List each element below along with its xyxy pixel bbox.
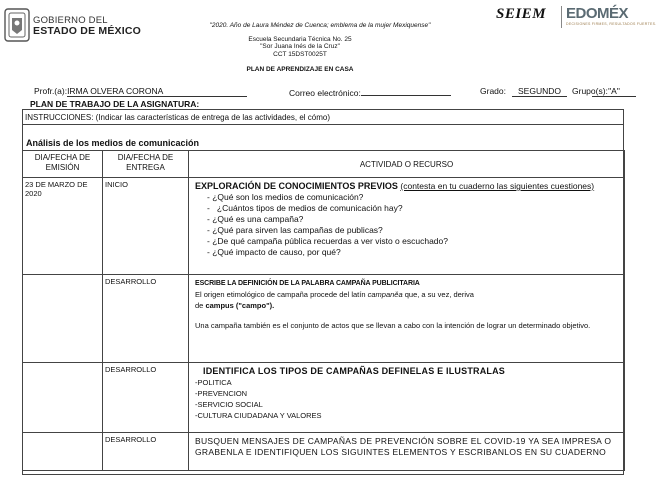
list-item: - ¿Cuántos tipos de medios de comunicación hay? — [207, 203, 618, 214]
school-info — [200, 36, 400, 58]
table-row — [23, 275, 625, 363]
year-motto: "2020. Año de Laura Méndez de Cuenca; emblema de la mujer Mexiquense" — [209, 22, 431, 29]
document-title: PLAN DE APRENDIZAJE EN CASA — [246, 66, 354, 73]
list-item: - ¿De qué campaña pública recuerdas a ver visto o escuchado? — [207, 236, 618, 247]
group-value-field — [592, 86, 636, 97]
etymology-text-c: de — [195, 301, 206, 310]
brand-divider — [561, 6, 562, 28]
header-activity: ACTIVIDAD O RECURSO — [189, 151, 625, 178]
etymology-term: campanĕa — [367, 290, 403, 299]
activity-text: BUSQUEN MENSAJES DE CAMPAÑAS DE PREVENCIÓN SOBRE EL COVID-19 YA SEA IMPRESA O GRABENLA E IDENTIFIQUEN LOS SIGUINTES ELEMENTOS Y ESCRIBANLOS EN SU CUADERNO — [195, 436, 612, 457]
list-item: - ¿Qué para sirven las campañas de publicas? — [207, 225, 618, 236]
seiem-logo: SEIEM — [496, 6, 547, 22]
instructions: INSTRUCCIONES: (Indicar las características de entrega de las actividades, el cómo) — [25, 113, 331, 122]
analysis-title: Análisis de los medios de comunicación — [26, 138, 200, 148]
etymology-bold: campus ("campo"). — [205, 301, 275, 310]
email-label: Correo electrónico: — [289, 88, 361, 98]
gov-line-2: ESTADO DE MÉXICO — [33, 25, 142, 37]
teacher-name: IRMA OLVERA CORONA — [67, 86, 247, 97]
row-emission-date — [23, 363, 103, 433]
header-emission: DIA/FECHA DE EMISIÓN — [23, 151, 103, 178]
activity-subtitle: ESCRIBE LA DEFINICIÓN DE LA PALABRA CAMPAÑA PUBLICITARIA — [195, 280, 420, 287]
list-item: -POLITICA — [195, 378, 232, 387]
school-alias: "Sor Juana Inés de la Cruz" — [260, 43, 340, 51]
definition-paragraph: Una campaña también es el conjunto de actos que se llevan a cabo con la intención de lograr un determinado objetivo. — [195, 321, 591, 330]
etymology-text-b: que, a su vez, deriva — [402, 290, 474, 299]
government-name — [33, 15, 141, 37]
grade-value: SEGUNDO — [512, 86, 567, 97]
question-list — [195, 192, 618, 258]
list-item: -SERVICIO SOCIAL — [195, 400, 263, 409]
table-row — [23, 433, 625, 471]
edomex-slogan: DECISIONES FIRMES, RESULTADOS FUERTES. — [566, 22, 657, 26]
row-activity — [189, 275, 625, 363]
activity-table — [22, 150, 625, 471]
group-label: Grupo(s): — [572, 86, 608, 96]
row-delivery: DESARROLLO — [103, 433, 189, 471]
activity-title-text: EXPLORACIÓN DE CONOCIMIENTOS PREVIOS — [195, 181, 398, 191]
row-activity — [189, 433, 625, 471]
group-value: "A" — [592, 86, 636, 97]
list-item: -CULTURA CIUDADANA Y VALORES — [195, 411, 322, 420]
table-row — [23, 178, 625, 275]
list-item: - ¿Qué impacto de causo, por qué? — [207, 247, 618, 258]
row-activity — [189, 363, 625, 433]
list-item: - ¿Qué es una campaña? — [207, 214, 618, 225]
school-cct: CCT 15DST0025T — [273, 50, 327, 58]
grade-value-field — [512, 86, 567, 97]
row-emission-date: 23 DE MARZO DE 2020 — [23, 178, 103, 275]
list-item: - ¿Qué son los medios de comunicación? — [207, 192, 618, 203]
activity-title — [195, 181, 618, 192]
instructions-divider — [22, 124, 624, 125]
teacher-field — [34, 86, 247, 97]
subject-plan-label: PLAN DE TRABAJO DE LA ASIGNATURA: — [30, 99, 200, 109]
row-emission-date — [23, 275, 103, 363]
gov-line-1: GOBIERNO DEL — [33, 15, 108, 26]
school-name: Escuela Secundaria Técnica No. 25 — [248, 36, 352, 43]
header-delivery: DIA/FECHA DE ENTREGA — [103, 151, 189, 178]
paragraph-gap — [195, 311, 618, 320]
edomex-logo: EDOMÉX — [566, 5, 629, 22]
table-row — [23, 363, 625, 433]
row-emission-date — [23, 433, 103, 471]
table-header-row — [23, 151, 625, 178]
grade-field — [480, 86, 506, 96]
etymology-paragraph — [195, 289, 618, 311]
teacher-label: Profr.(a): — [34, 86, 68, 96]
row-activity — [189, 178, 625, 275]
etymology-text-a: El origen etimológico de campaña procede del latín — [195, 290, 368, 299]
activity-title: IDENTIFICA LOS TIPOS DE CAMPAÑAS DEFINELAS E ILUSTRALAS — [203, 366, 506, 376]
email-field — [289, 86, 451, 98]
activity-title-note: (contesta en tu cuaderno las siguientes cuestiones) — [400, 181, 595, 191]
row-delivery: INICIO — [103, 178, 189, 275]
row-delivery: DESARROLLO — [103, 275, 189, 363]
state-coat-of-arms-logo — [4, 8, 30, 42]
grade-label: Grado: — [480, 86, 506, 96]
row-delivery: DESARROLLO — [103, 363, 189, 433]
list-item: -PREVENCION — [195, 389, 248, 398]
email-value — [361, 86, 451, 96]
